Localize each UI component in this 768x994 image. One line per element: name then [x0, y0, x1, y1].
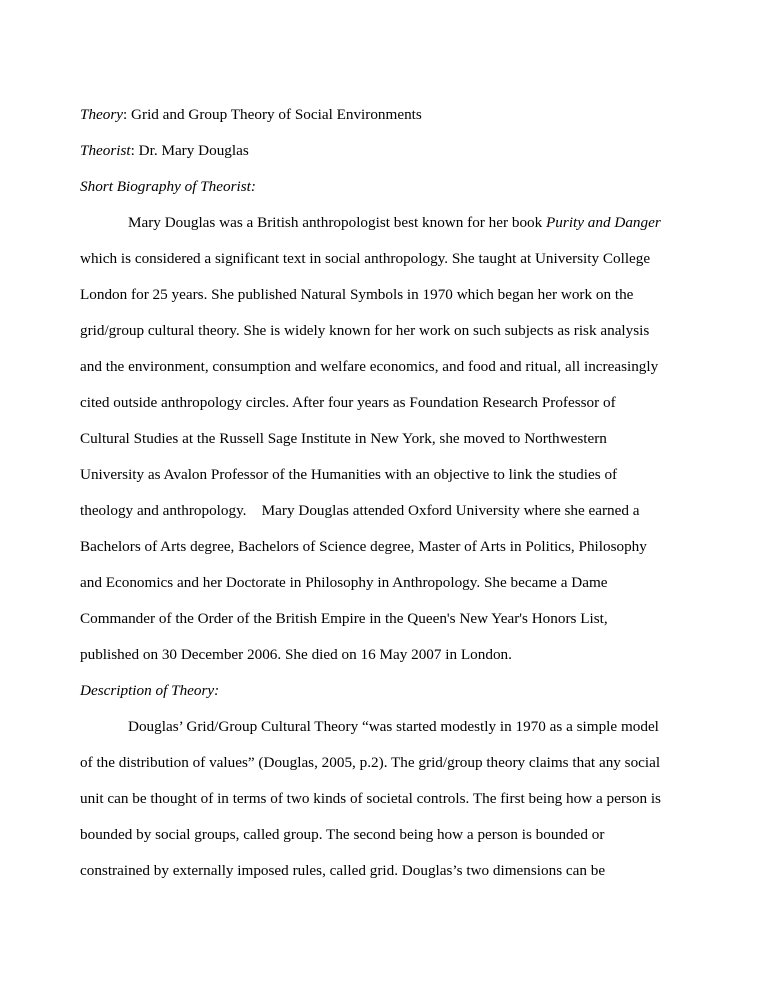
- bio-line-2: which is considered a significant text in social anthropology. She taught at University College: [80, 250, 651, 267]
- bio-line-3: London for 25 years. She published Natural Symbols in 1970 which began her work on the: [80, 286, 634, 303]
- theory-line: [80, 106, 422, 124]
- description-line-4: bounded by social groups, called group. The second being how a person is bounded or: [80, 826, 605, 843]
- theorist-value: : Dr. Mary Douglas: [130, 142, 249, 159]
- description-heading: Description of Theory:: [80, 682, 220, 699]
- description-line-1: Douglas’ Grid/Group Cultural Theory “was started modestly in 1970 as a simple model: [128, 718, 659, 735]
- theory-value: : Grid and Group Theory of Social Environments: [123, 106, 422, 123]
- theorist-label: Theorist: [80, 142, 131, 159]
- description-line-3: unit can be thought of in terms of two kinds of societal controls. The first being how a person is: [80, 790, 661, 807]
- bio-line-11: and Economics and her Doctorate in Philosophy in Anthropology. She became a Dame: [80, 574, 608, 591]
- description-line-5: constrained by externally imposed rules, called grid. Douglas’s two dimensions can be: [80, 862, 606, 879]
- bio-line-1: Mary Douglas was a British anthropologist best known for her book Purity and Danger: [128, 214, 661, 231]
- bio-line-13: published on 30 December 2006. She died on 16 May 2007 in London.: [80, 646, 512, 663]
- bio-line-6: cited outside anthropology circles. After four years as Foundation Research Professor of: [80, 394, 616, 411]
- theory-label: Theory: [80, 106, 124, 123]
- description-line-2: of the distribution of values” (Douglas, 2005, p.2). The grid/group theory claims that any social: [80, 754, 661, 771]
- bio-heading: Short Biography of Theorist:: [80, 178, 256, 195]
- bio-line-9: theology and anthropology. Mary Douglas attended Oxford University where she earned a: [80, 502, 640, 519]
- bio-line-4: grid/group cultural theory. She is widely known for her work on such subjects as risk analysis: [80, 322, 650, 339]
- theorist-line: [80, 142, 249, 160]
- bio-line-10: Bachelors of Arts degree, Bachelors of Science degree, Master of Arts in Politics, Philosophy: [80, 538, 647, 555]
- bio-line-7: Cultural Studies at the Russell Sage Institute in New York, she moved to Northwestern: [80, 430, 607, 447]
- book-title: Purity and Danger: [546, 214, 661, 231]
- bio-line-8: University as Avalon Professor of the Humanities with an objective to link the studies of: [80, 466, 618, 483]
- bio-line-12: Commander of the Order of the British Empire in the Queen's New Year's Honors List,: [80, 610, 608, 627]
- bio-line-5: and the environment, consumption and welfare economics, and food and ritual, all increasingly: [80, 358, 659, 375]
